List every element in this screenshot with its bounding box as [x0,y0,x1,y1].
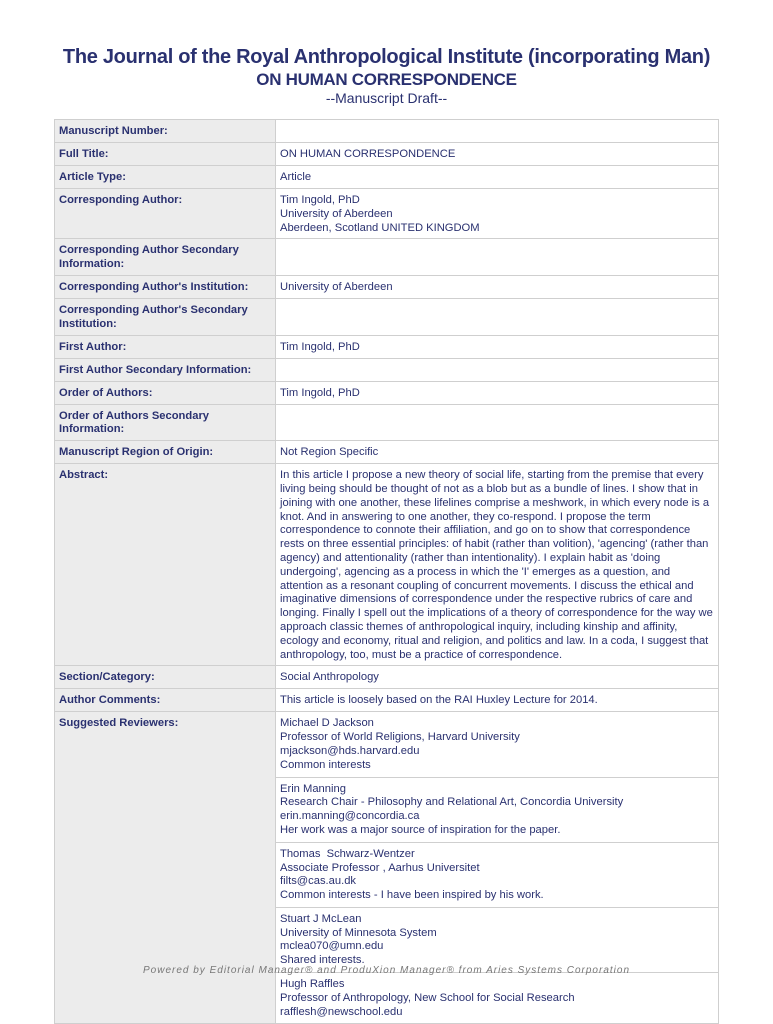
row-first-author-secondary [55,358,719,381]
reviewer-entry [276,973,718,1023]
row-corresponding-author [55,189,719,239]
page-header [0,44,773,107]
reviewer-entry [276,908,718,973]
reviewer-affiliation: University of Minnesota System [280,926,437,939]
field-value: ON HUMAN CORRESPONDENCE [276,143,719,166]
field-value: Social Anthropology [276,666,719,689]
reviewer-name: Michael D Jackson [280,717,374,730]
reviewer-entry [276,843,718,908]
field-label: Manuscript Number: [55,120,276,143]
reviewer-reason: Common interests [280,758,371,771]
row-author-comments [55,689,719,712]
article-title: ON HUMAN CORRESPONDENCE [256,70,517,89]
reviewer-affiliation: Associate Professor , Aarhus Universitet [280,861,480,874]
reviewer-entry [276,778,718,843]
field-value: This article is loosely based on the RAI Huxley Lecture for 2014. [276,689,719,712]
field-value [276,189,719,239]
field-value [276,298,719,335]
reviewer-name: Hugh Raffles [280,978,345,991]
field-label: Article Type: [55,166,276,189]
reviewer-reason: Shared interests. [280,954,365,967]
field-label: First Author: [55,335,276,358]
reviewer-affiliation: Professor of World Religions, Harvard University [280,731,520,744]
field-value [276,120,719,143]
field-label: Full Title: [55,143,276,166]
row-manuscript-number [55,120,719,143]
author-name: Tim Ingold, PhD [280,194,360,206]
field-value [276,358,719,381]
reviewer-email: erin.manning@concordia.ca [280,810,420,823]
row-article-type [55,166,719,189]
manuscript-metadata-table [54,119,719,1024]
reviewer-name: Erin Manning [280,782,346,795]
field-value [276,239,719,276]
field-label: Corresponding Author Secondary Information: [55,239,276,276]
reviewer-entry [276,712,718,777]
abstract-text: In this article I propose a new theory of social life, starting from the premise that every living being should be thought of not as a blob but as a bundle of lines. I show that in joining with one another, these lifelines comprise a meshwork, in which every node is a knot. And in answering to one another, they co-respond. I propose the term correspondence to connote their affiliation, and go on to show that correspondence rests on three essential principles: of habit (rather than volition), 'agencing' (rather than agency) and attentionality (rather than intentionality). I explain habit as 'doing undergoing', agencing as a process in which the 'I' emerges as a question, and attention as a resonant coupling of concurrent movements. I discuss the ethical and imaginative dimensions of correspondence under the respective rubrics of care and longing. Finally I spell out the implications of a theory of correspondence for the way we approach classic themes of anthropological inquiry, including kinship and affinity, ecology and economy, ritual and religion, and politics and law. In a coda, I suggest that anthropology, too, must be a practice of correspondence. [276,464,719,666]
reviewers-list [276,712,719,1024]
row-first-author [55,335,719,358]
field-label: Suggested Reviewers: [55,712,276,1024]
reviewer-affiliation: Research Chair - Philosophy and Relational Art, Concordia University [280,796,624,809]
author-institution: University of Aberdeen [280,207,393,220]
field-label: Author Comments: [55,689,276,712]
page-footer: Powered by Editorial Manager® and ProduXion Manager® from Aries Systems Corporation [143,965,630,976]
reviewer-name: Stuart J McLean [280,912,362,925]
field-label: Corresponding Author's Institution: [55,275,276,298]
reviewer-email: mjackson@hds.harvard.edu [280,744,420,757]
reviewer-email: mclea070@umn.edu [280,940,384,953]
reviewer-reason: Her work was a major source of inspiration for the paper. [280,823,561,836]
author-location: Aberdeen, Scotland UNITED KINGDOM [280,221,480,234]
row-corresponding-author-institution [55,275,719,298]
row-order-of-authors-secondary [55,404,719,441]
field-value [276,404,719,441]
row-full-title [55,143,719,166]
row-suggested-reviewers [55,712,719,1024]
field-label: Order of Authors: [55,381,276,404]
row-corresponding-author-secondary [55,239,719,276]
row-abstract [55,464,719,666]
field-value: Tim Ingold, PhD [276,381,719,404]
field-label: Section/Category: [55,666,276,689]
field-label: Corresponding Author's Secondary Institution: [55,298,276,335]
field-label: Order of Authors Secondary Information: [55,404,276,441]
field-value: University of Aberdeen [276,275,719,298]
field-label: First Author Secondary Information: [55,358,276,381]
reviewer-name: Thomas Schwarz-Wentzer [280,847,415,860]
field-label: Corresponding Author: [55,189,276,239]
field-label: Abstract: [55,464,276,666]
row-region-of-origin [55,441,719,464]
row-corresponding-author-secondary-institution [55,298,719,335]
reviewer-email: filts@cas.au.dk [280,875,357,888]
row-order-of-authors [55,381,719,404]
field-value: Article [276,166,719,189]
journal-title: The Journal of the Royal Anthropological Institute (incorporating Man) [62,46,711,68]
field-value: Not Region Specific [276,441,719,464]
draft-label: --Manuscript Draft-- [325,90,448,106]
reviewer-reason: Common interests - I have been inspired by his work. [280,889,544,902]
reviewer-affiliation: Professor of Anthropology, New School for Social Research [280,991,575,1004]
row-section-category [55,666,719,689]
field-label: Manuscript Region of Origin: [55,441,276,464]
field-value: Tim Ingold, PhD [276,335,719,358]
reviewer-email: rafflesh@newschool.edu [280,1005,403,1018]
